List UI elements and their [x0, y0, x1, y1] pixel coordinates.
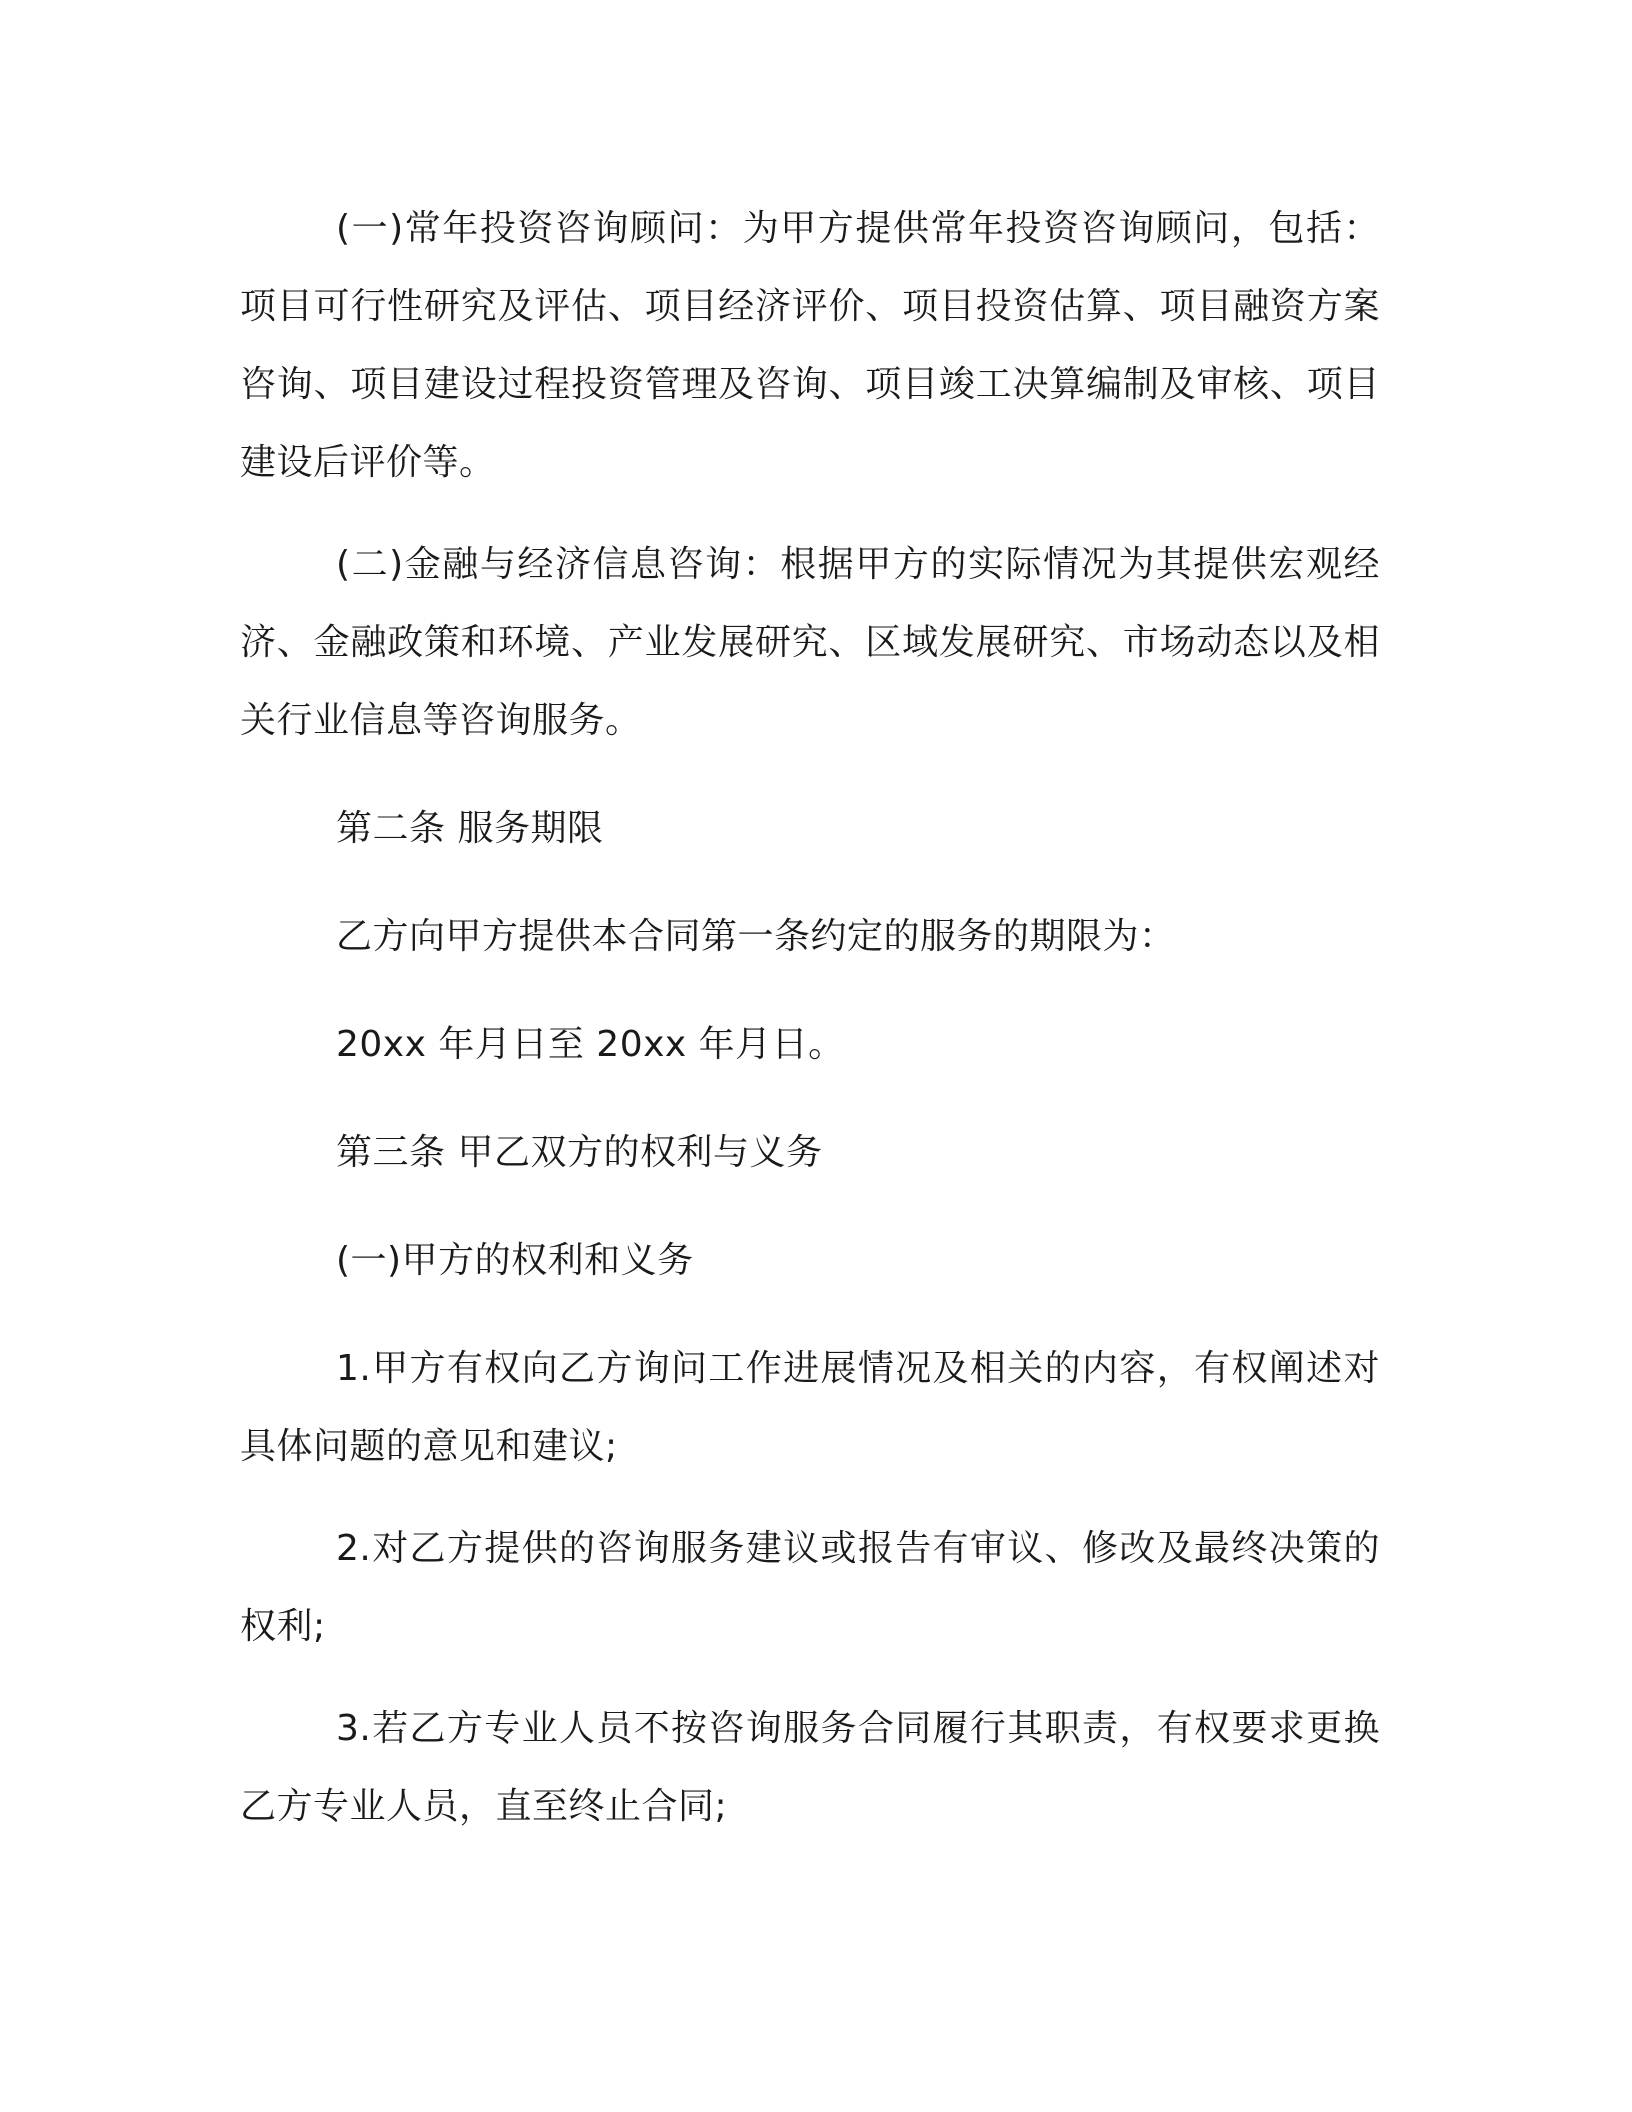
- party-a-rights-heading: (一)甲方的权利和义务: [336, 1240, 694, 1281]
- paragraph-service-dates: 20xx 年月日至 20xx 年月日。: [336, 1024, 845, 1065]
- paragraph-service-item-2: (二)金融与经济信息咨询：根据甲方的实际情况为其提供宏观经济、金融政策和环境、产业发展研究、区域发展研究、市场动态以及相关行业信息等咨询服务。: [240, 544, 1380, 741]
- party-a-right-1: 1.甲方有权向乙方询问工作进展情况及相关的内容，有权阐述对具体问题的意见和建议;: [240, 1348, 1380, 1467]
- article-3-heading: 第三条 甲乙双方的权利与义务: [336, 1132, 823, 1173]
- party-a-right-2: 2.对乙方提供的咨询服务建议或报告有审议、修改及最终决策的权利;: [240, 1528, 1380, 1647]
- paragraph-service-item-1: (一)常年投资咨询顾问：为甲方提供常年投资咨询顾问，包括：项目可行性研究及评估、项目经济评价、项目投资估算、项目融资方案咨询、项目建设过程投资管理及咨询、项目竣工决算编制及审核、项目建设后评价等。: [240, 208, 1380, 483]
- document-body: [240, 190, 1380, 1846]
- party-a-right-3: 3.若乙方专业人员不按咨询服务合同履行其职责，有权要求更换乙方专业人员，直至终止合同;: [240, 1708, 1380, 1827]
- paragraph-service-term: 乙方向甲方提供本合同第一条约定的服务的期限为：: [336, 916, 1176, 957]
- article-2-heading: 第二条 服务期限: [336, 808, 604, 849]
